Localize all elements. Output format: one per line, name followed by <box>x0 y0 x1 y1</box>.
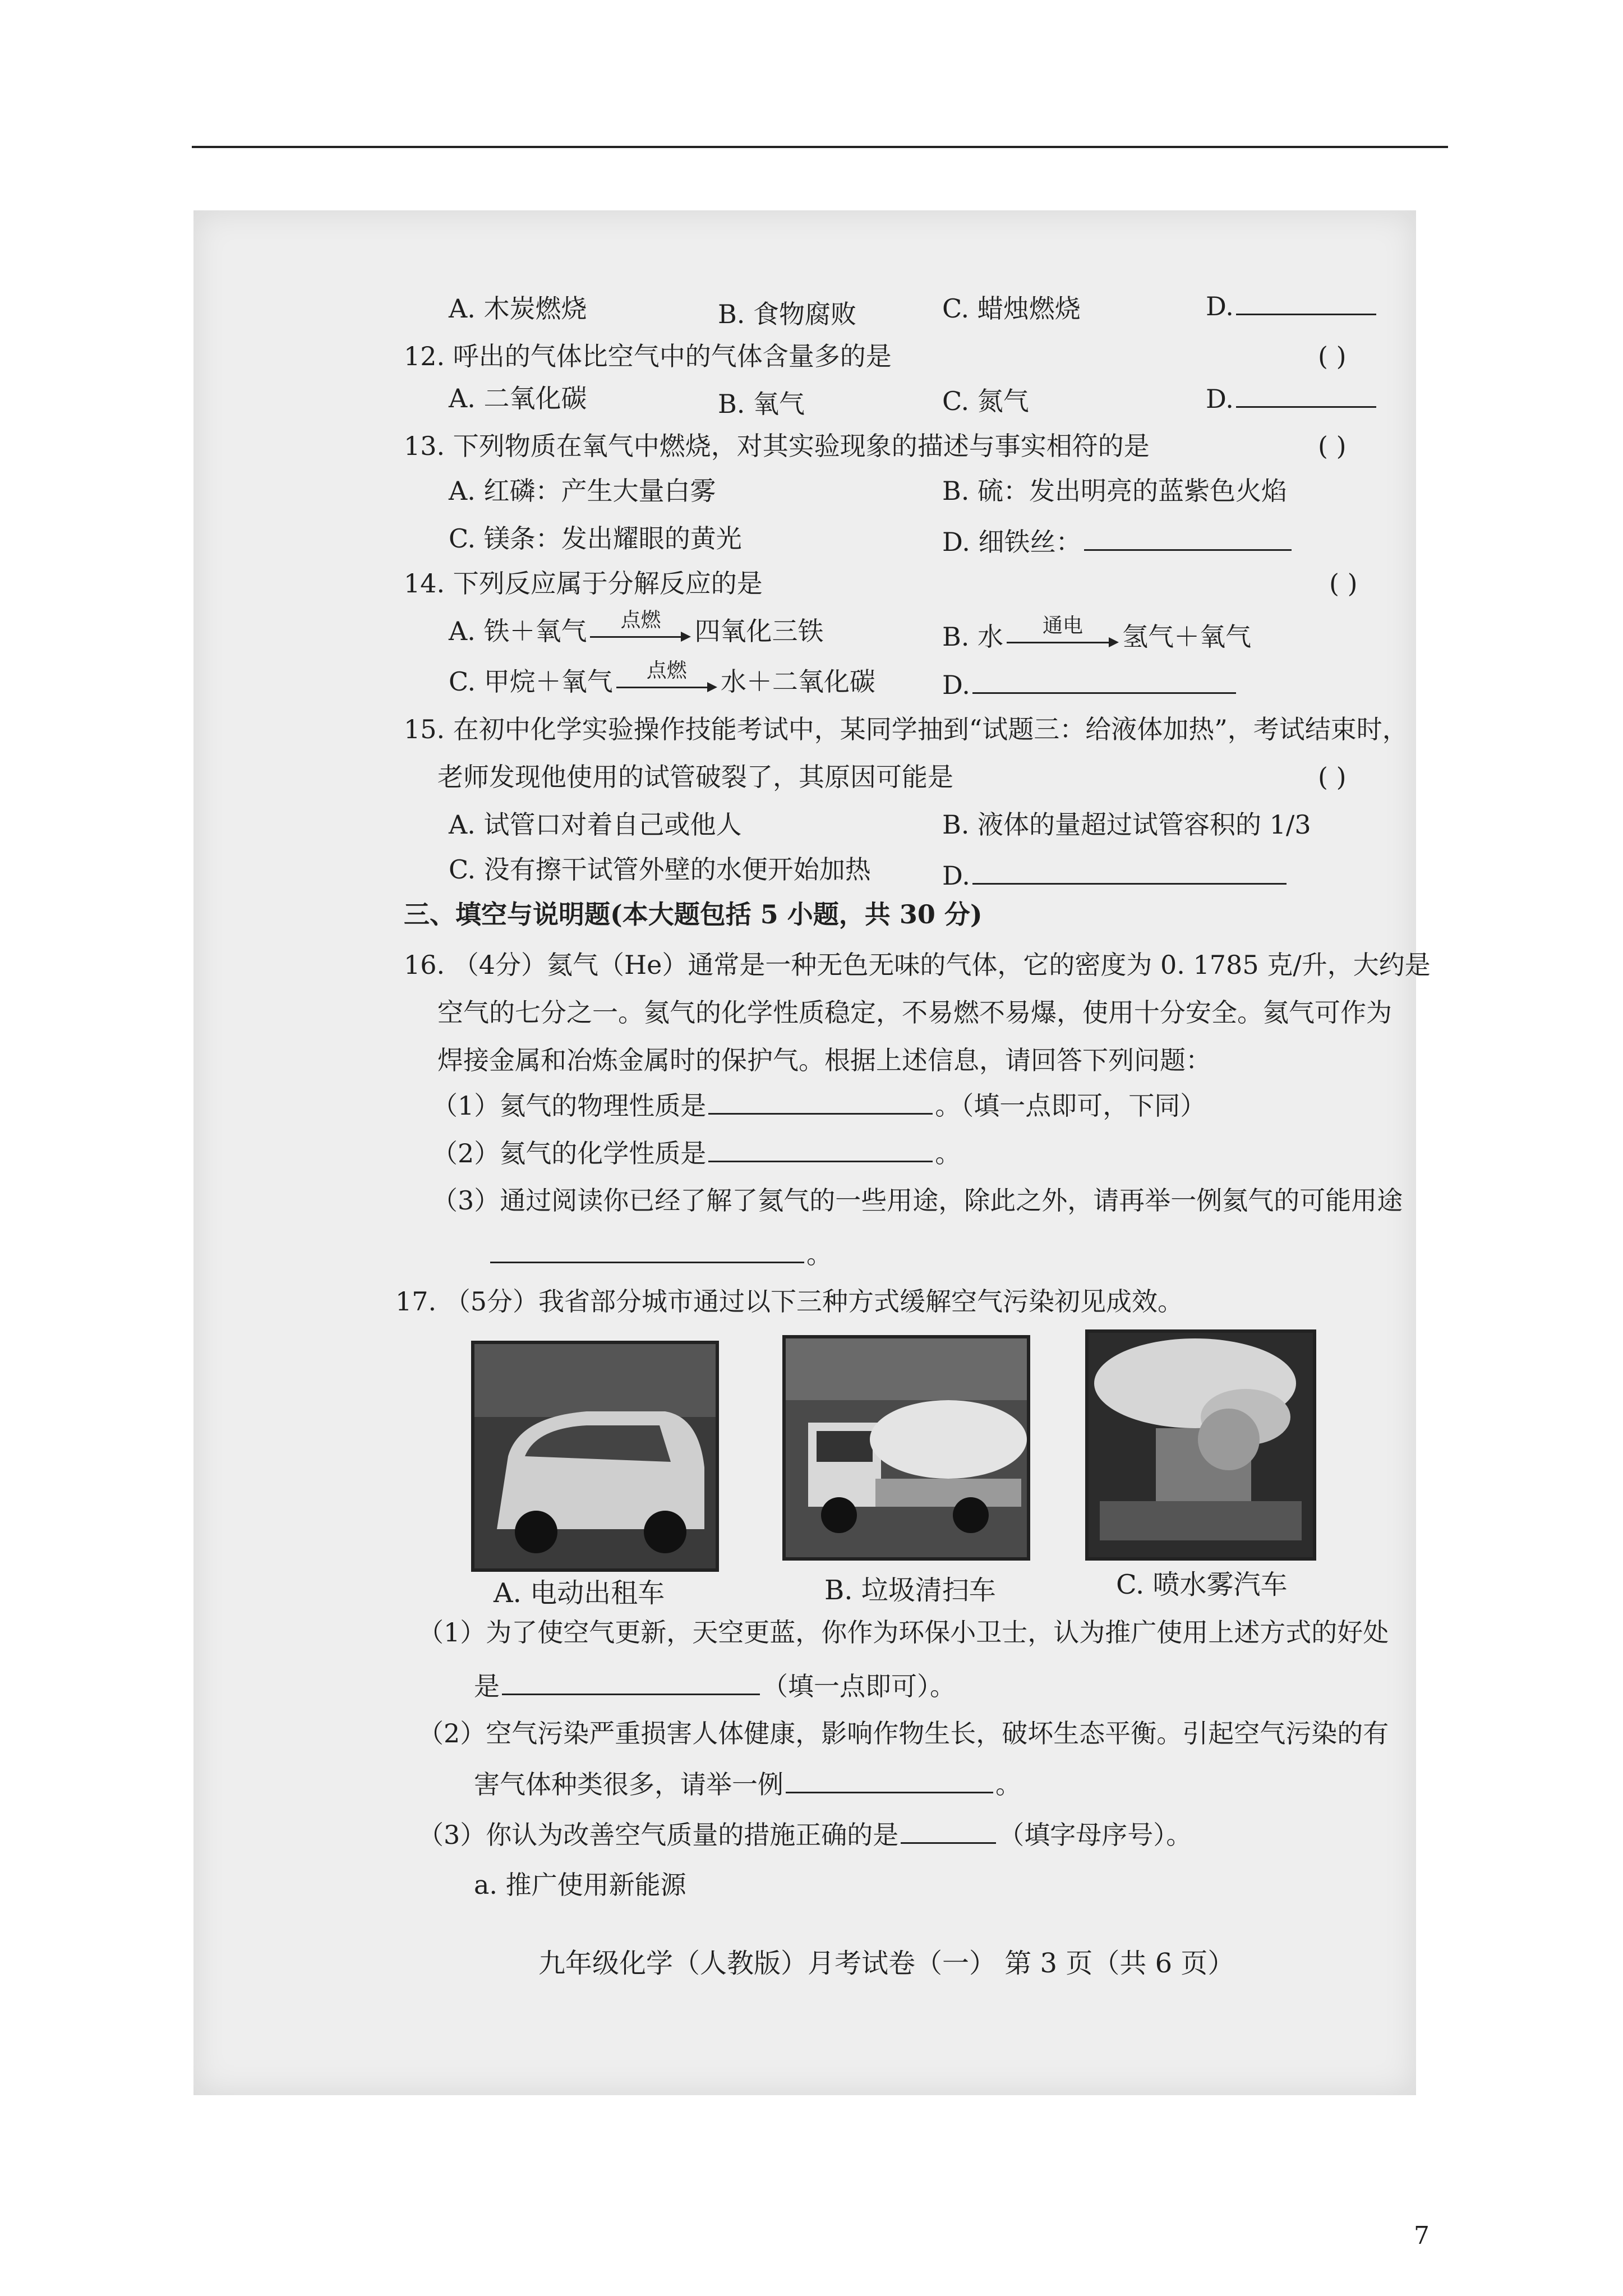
q16-sub3: （3）通过阅读你已经了解了氦气的一些用途，除此之外，请再举一例氦气的可能用途 <box>432 1185 1403 1216</box>
photo-water-mist-truck <box>1085 1329 1316 1561</box>
q14-option-b: B. 水 通电 氢气＋氧气 <box>942 614 1252 652</box>
q17-sub2-line2: 害气体种类很多，请举一例 。 <box>474 1767 1021 1801</box>
q13-option-d: D. 细铁丝： <box>942 524 1294 559</box>
q12-option-b: B. 氧气 <box>718 389 805 419</box>
photo-caption-c: C. 喷水雾汽车 <box>1116 1569 1288 1600</box>
section-heading: 三、填空与说明题(本大题包括 5 小题，共 30 分) <box>404 899 983 930</box>
q14-option-a: A. 铁＋氧气 点燃 四氧化三铁 <box>449 609 824 646</box>
q17-sub1-line2: 是 （填一点即可）。 <box>474 1669 956 1703</box>
q15-option-b: B. 液体的量超过试管容积的 1/3 <box>942 809 1311 840</box>
page-number: 7 <box>1414 2221 1430 2250</box>
photo-caption-a: A. 电动出租车 <box>494 1577 665 1609</box>
reaction-arrow: 点燃 <box>590 620 691 646</box>
photo-street-sweeper <box>782 1335 1030 1561</box>
q13-option-b: B. 硫：发出明亮的蓝紫色火焰 <box>942 476 1288 506</box>
q16-sub2: （2）氦气的化学性质是 。 <box>432 1136 961 1170</box>
q14-option-c: C. 甲烷＋氧气 点燃 水＋二氧化碳 <box>449 659 875 697</box>
q16-sub1: （1）氦气的物理性质是 。（填一点即可，下同） <box>432 1088 1206 1122</box>
q12-answer-paren: ( ) <box>1318 341 1347 371</box>
q17-sub3-option-a: a. 推广使用新能源 <box>474 1870 686 1900</box>
q12-option-c: C. 氮气 <box>942 386 1029 416</box>
q16-sub3-answer: 。 <box>488 1237 832 1271</box>
q15-option-c: C. 没有擦干试管外壁的水便开始加热 <box>449 854 871 885</box>
q16-paragraph-line3: 焊接金属和冶炼金属时的保护气。根据上述信息，请回答下列问题： <box>437 1045 1211 1075</box>
q16-paragraph-line2: 空气的七分之一。氦气的化学性质稳定，不易燃不易爆，使用十分安全。氦气可作为 <box>437 997 1392 1028</box>
q16-paragraph-line1: 16. （4分）氦气（He）通常是一种无色无味的气体，它的密度为 0. 1785 克/升，大约是 <box>404 950 1431 980</box>
q15-option-a: A. 试管口对着自己或他人 <box>449 809 742 840</box>
q11-option-c: C. 蜡烛燃烧 <box>942 293 1081 324</box>
q12-option-a: A. 二氧化碳 <box>449 383 587 413</box>
page-footer: 九年级化学（人教版）月考试卷（一） 第 3 页（共 6 页） <box>538 1948 1235 1979</box>
reaction-arrow: 通电 <box>1007 626 1119 652</box>
q15-answer-paren: ( ) <box>1318 762 1347 792</box>
q14-stem: 14. 下列反应属于分解反应的是 <box>404 568 763 599</box>
q13-option-a: A. 红磷：产生大量白雾 <box>449 476 716 506</box>
photo-caption-b: B. 垃圾清扫车 <box>824 1575 996 1606</box>
photo-electric-taxi <box>471 1341 719 1572</box>
q13-option-c: C. 镁条：发出耀眼的黄光 <box>449 523 742 554</box>
q15-stem-line1: 15. 在初中化学实验操作技能考试中，某同学抽到“试题三：给液体加热”，考试结束时， <box>404 714 1408 744</box>
q12-stem: 12. 呼出的气体比空气中的气体含量多的是 <box>404 341 892 371</box>
q17-sub2-line1: （2）空气污染严重损害人体健康，影响作物生长，破坏生态平衡。引起空气污染的有 <box>418 1718 1389 1749</box>
q12-option-d: D. <box>1206 381 1378 416</box>
header-rule <box>192 146 1448 148</box>
q11-option-d: D. <box>1206 289 1378 323</box>
q11-option-a: A. 木炭燃烧 <box>449 293 587 324</box>
q13-stem: 13. 下列物质在氧气中燃烧，对其实验现象的描述与事实相符的是 <box>404 431 1150 461</box>
reaction-arrow: 点燃 <box>616 671 717 697</box>
q11-option-b: B. 食物腐败 <box>718 299 857 329</box>
q14-answer-paren: ( ) <box>1329 568 1358 599</box>
q13-answer-paren: ( ) <box>1318 431 1347 461</box>
q17-sub1-line1: （1）为了使空气更新，天空更蓝，你作为环保小卫士，认为推广使用上述方式的好处 <box>418 1617 1389 1648</box>
q15-option-d: D. <box>942 858 1289 892</box>
q15-stem-line2: 老师发现他使用的试管破裂了，其原因可能是 <box>437 762 953 792</box>
q17-sub3: （3）你认为改善空气质量的措施正确的是 （填字母序号）。 <box>418 1818 1192 1852</box>
q14-option-d: D. <box>942 668 1238 702</box>
q17-stem: 17. （5分）我省部分城市通过以下三种方式缓解空气污染初见成效。 <box>395 1286 1184 1317</box>
